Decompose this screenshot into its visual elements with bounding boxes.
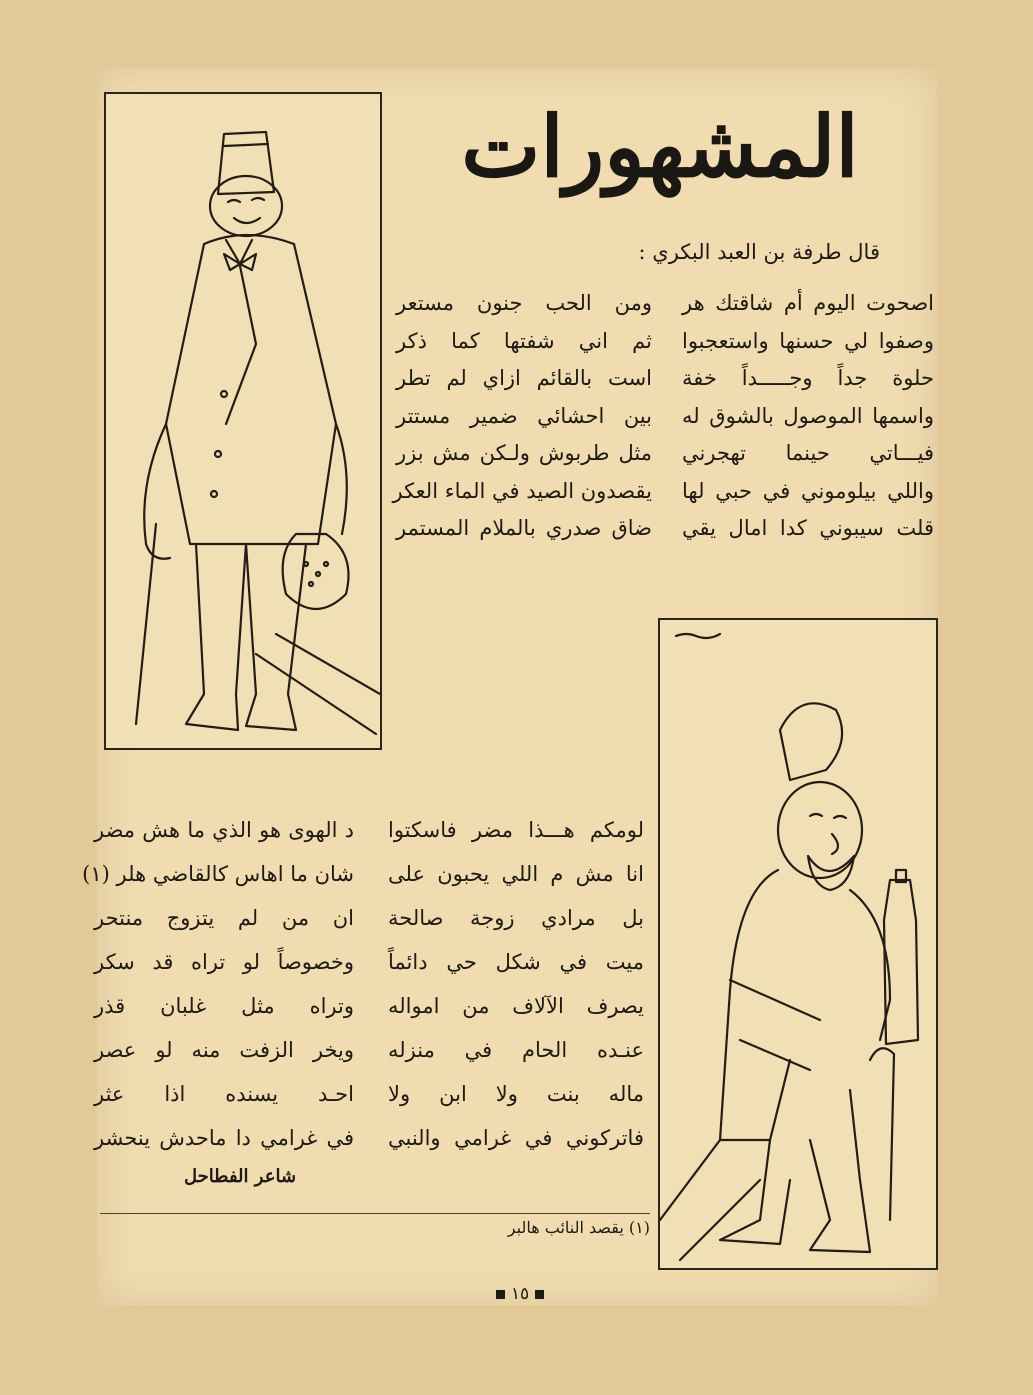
- verse-line: عنـده الحام في منزله: [388, 1038, 644, 1062]
- verse-column-4: [82, 808, 354, 1160]
- verse-line: ضاق صدري بالملام المستمر: [396, 516, 652, 540]
- verse-line: بل مرادي زوجة صالحة: [388, 906, 644, 930]
- verse-line: في غرامي دا ماحدش ينحشر: [94, 1126, 354, 1150]
- verse-line: مثل طربوش ولـكن مش بزر: [396, 441, 652, 465]
- footnote-divider: [100, 1213, 650, 1214]
- verse-column-2: [392, 285, 652, 548]
- poet-signature: شاعر الفطاحل: [183, 1166, 297, 1187]
- verse-line: حلوة جداً وجـــــداً خفة: [682, 366, 934, 390]
- verse-line: يقصدون الصيد في الماء العكر: [392, 478, 652, 503]
- verse-column-1: [682, 285, 934, 548]
- page-title: المشهورات: [461, 97, 859, 196]
- verse-line: د الهوى هو الذي ما هش مضر: [94, 818, 354, 842]
- verse-line: قلت سيبوني كدا امال يقي: [682, 516, 934, 540]
- verse-line: ميت في شكل حي دائماً: [388, 950, 644, 974]
- cartoon-old-man-illustration: [658, 618, 938, 1270]
- page-number: [470, 1284, 570, 1312]
- verse-line: وخصوصاً لو تراه قد سكر: [94, 950, 354, 974]
- square-bullet-icon: [496, 1290, 505, 1299]
- verse-line: ان من لم يتزوج منتحر: [94, 906, 354, 930]
- verse-line: است بالقائم ازاي لم تطر: [396, 366, 652, 390]
- verse-line: لومكم هـــذا مضر فاسكتوا: [388, 818, 644, 842]
- verse-line: بين احشائي ضمير مستتر: [396, 403, 652, 428]
- verse-line: واللي بيلوموني في حبي لها: [682, 478, 934, 503]
- intro-line: قال طرفة بن العبد البكري :: [638, 240, 880, 264]
- verse-column-3: [388, 808, 644, 1160]
- verse-line: اصحوت اليوم أم شاقتك هر: [682, 291, 934, 315]
- cartoon-gentleman-illustration: [104, 92, 382, 750]
- footnote: (١) يقصد النائب هالبر: [507, 1218, 650, 1237]
- page-number-text: ١٥: [510, 1284, 530, 1304]
- verse-line: شان ما اهاس كالقاضي هلر (١): [82, 862, 354, 886]
- verse-line: انا مش م اللي يحبون على: [388, 862, 644, 886]
- verse-line: ثم اني شفتها كما ذكر: [396, 328, 652, 353]
- verse-line: احـد يسنده اذا عثر: [94, 1082, 354, 1106]
- verse-line: فاتركوني في غرامي والنبي: [388, 1126, 644, 1150]
- verse-line: وتراه مثل غلبان قذر: [94, 994, 354, 1018]
- verse-line: فيـــاتي حينما تهجرني: [682, 441, 934, 465]
- verse-line: وصفوا لي حسنها واستعجبوا: [682, 328, 934, 353]
- square-bullet-icon: [535, 1290, 544, 1299]
- verse-line: ويخر الزفت منه لو عصر: [94, 1038, 354, 1062]
- verse-line: واسمها الموصول بالشوق له: [682, 403, 934, 428]
- verse-line: ومن الحب جنون مستعر: [396, 291, 652, 315]
- verse-line: ماله بنت ولا ابن ولا: [388, 1082, 644, 1106]
- verse-line: يصرف الآلاف من امواله: [388, 994, 644, 1018]
